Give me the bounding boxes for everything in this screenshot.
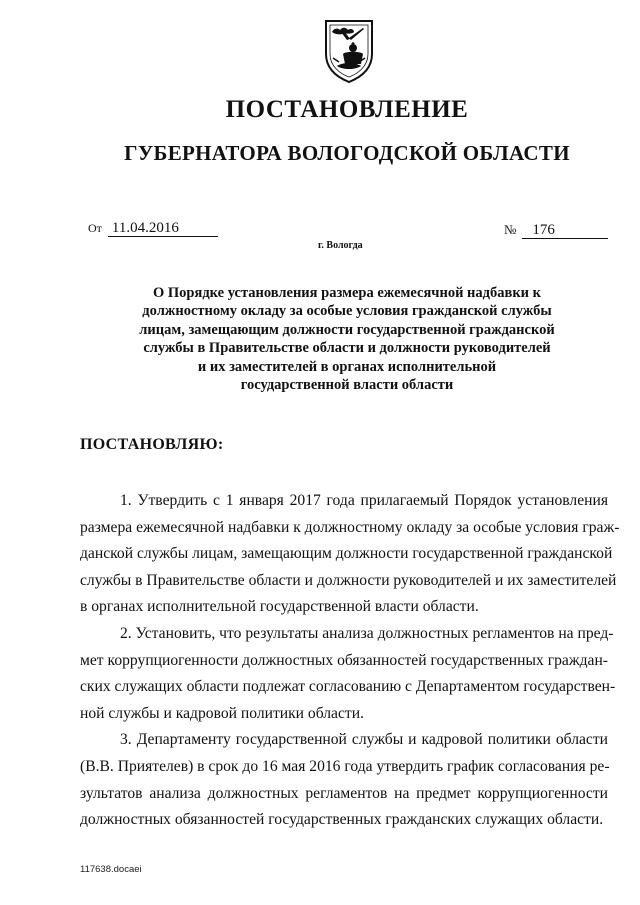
paragraph-line: размера ежемесячной надбавки к должностному окладу за особые условия граж- bbox=[80, 518, 620, 536]
paragraph-line: ских служащих области подлежат согласованию с Департаментом государствен- bbox=[80, 678, 616, 696]
document-subject bbox=[100, 284, 594, 394]
date-field bbox=[88, 220, 218, 237]
number-prefix: № bbox=[504, 222, 517, 237]
paragraph-line: 1. Утвердить с 1 января 2017 года прилагаемый Порядок установления bbox=[120, 492, 608, 509]
subject-line: лицам, замещающим должности государственной гражданской bbox=[139, 321, 555, 338]
paragraph-line: (В.В. Приятелев) в срок до 16 мая 2016 года утвердить график согласования ре- bbox=[80, 757, 610, 775]
number-value: 176 bbox=[522, 222, 608, 239]
paragraph-2 bbox=[80, 621, 616, 727]
subject-line: службы в Правительстве области и должности руководителей bbox=[143, 340, 551, 357]
coat-of-arms-icon bbox=[323, 18, 375, 84]
subject-line: государственной власти области bbox=[240, 377, 454, 394]
document-body bbox=[80, 488, 620, 834]
paragraph-3 bbox=[80, 727, 608, 833]
city-label: г. Вологда bbox=[318, 240, 363, 251]
number-field bbox=[504, 222, 608, 239]
paragraph-line: ной службы и кадровой политики области. bbox=[80, 704, 364, 722]
date-value: 11.04.2016 bbox=[108, 220, 218, 237]
paragraph-line: мет коррупциогенности должностных обязанностей государственных граждан- bbox=[80, 651, 608, 669]
paragraph-line: службы в Правительстве области и должности руководителей и их заместителей bbox=[80, 571, 617, 589]
document-subtitle: ГУБЕРНАТОРА ВОЛОГОДСКОЙ ОБЛАСТИ bbox=[124, 141, 570, 165]
paragraph-line: 3. Департаменту государственной службы и кадровой политики области bbox=[120, 731, 608, 749]
document-title: ПОСТАНОВЛЕНИЕ bbox=[225, 96, 469, 123]
paragraph-line: в органах исполнительной государственной власти области. bbox=[80, 598, 479, 616]
subject-line: и их заместителей в органах исполнительной bbox=[197, 358, 497, 375]
paragraph-1 bbox=[80, 488, 620, 621]
file-reference: 117638.docaei bbox=[80, 864, 142, 875]
paragraph-line: зультатов анализа должностных регламентов на предмет коррупциогенности bbox=[80, 784, 608, 802]
paragraph-line: 2. Установить, что результаты анализа должностных регламентов на пред- bbox=[120, 624, 614, 642]
paragraph-line: данской службы лицам, замещающим должности государственной гражданской bbox=[80, 545, 613, 563]
decree-heading: ПОСТАНОВЛЯЮ: bbox=[80, 436, 224, 453]
date-prefix: От bbox=[88, 221, 102, 235]
subject-line: О Порядке установления размера ежемесячной надбавки к bbox=[152, 285, 542, 301]
subject-line: должностному окладу за особые условия гражданской службы bbox=[142, 303, 552, 320]
paragraph-line: должностных обязанностей государственных гражданских служащих области. bbox=[80, 811, 604, 829]
